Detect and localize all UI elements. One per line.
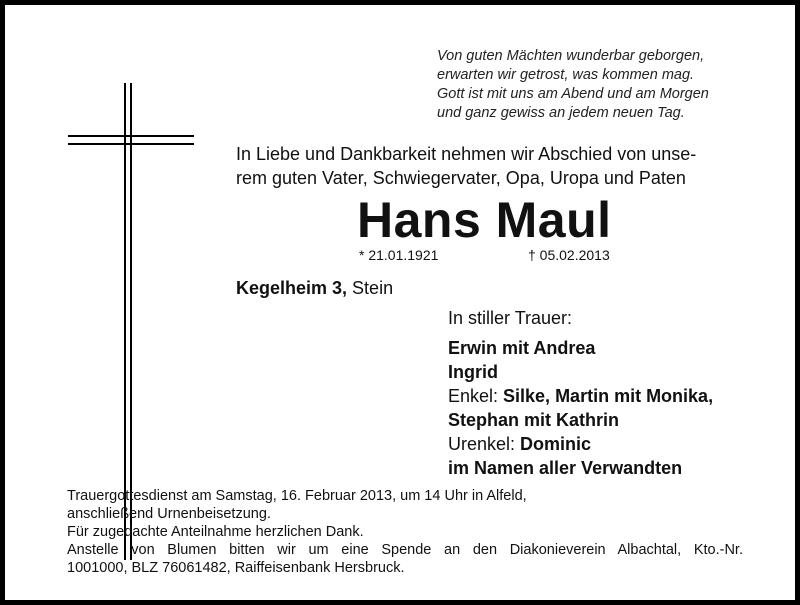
birth-date: * 21.01.1921 bbox=[359, 247, 439, 263]
mourner-line bbox=[448, 384, 713, 408]
mourner-line: Erwin mit Andrea bbox=[448, 338, 596, 358]
cross-horizontal-line bbox=[68, 135, 194, 137]
mourner-line: im Namen aller Verwandten bbox=[448, 458, 683, 478]
poem-line: Von guten Mächten wunderbar geborgen, bbox=[437, 48, 705, 64]
address-street: Kegelheim 3, bbox=[236, 278, 348, 298]
deceased-name: Hans Maul bbox=[357, 192, 612, 248]
footer-line: 1001000, BLZ 76061482, Raiffeisenbank Hersbruck. bbox=[67, 560, 405, 576]
grandchildren-label: Enkel: bbox=[448, 386, 504, 406]
intro-line: In Liebe und Dankbarkeit nehmen wir Abschied von unse- bbox=[236, 144, 697, 164]
footer-line: Anstelle von Blumen bitten wir um eine Spende an den Diakonieverein Albachtal, Kto.-Nr. bbox=[67, 542, 743, 558]
poem-line: und ganz gewiss an jedem neuen Tag. bbox=[437, 105, 685, 121]
mourner-line bbox=[448, 432, 713, 456]
grandchildren-names: Silke, Martin mit Monika, bbox=[503, 386, 714, 406]
address-town: Stein bbox=[347, 278, 394, 298]
poem-line: Gott ist mit uns am Abend und am Morgen bbox=[437, 86, 709, 102]
poem-line: erwarten wir getrost, was kommen mag. bbox=[437, 67, 695, 83]
poem bbox=[437, 47, 777, 123]
intro-text bbox=[236, 142, 776, 190]
mourners-heading: In stiller Trauer: bbox=[448, 308, 573, 328]
mourner-line: Stephan mit Kathrin bbox=[448, 410, 620, 430]
footer-line: Für zugedachte Anteilnahme herzlichen Dank. bbox=[67, 524, 364, 540]
great-grandchildren-names: Dominic bbox=[520, 434, 592, 454]
mourners-list bbox=[448, 336, 713, 480]
footer-line: anschließend Urnenbeisetzung. bbox=[67, 506, 271, 522]
death-date: † 05.02.2013 bbox=[528, 247, 610, 263]
footer-line: Trauergottesdienst am Samstag, 16. Februar 2013, um 14 Uhr in Alfeld, bbox=[67, 488, 527, 504]
great-grandchildren-label: Urenkel: bbox=[448, 434, 521, 454]
address bbox=[236, 278, 393, 299]
mourner-line: Ingrid bbox=[448, 362, 498, 382]
intro-line: rem guten Vater, Schwiegervater, Opa, Uropa und Paten bbox=[236, 168, 686, 188]
cross-horizontal-line bbox=[68, 143, 194, 145]
service-details bbox=[67, 487, 743, 577]
